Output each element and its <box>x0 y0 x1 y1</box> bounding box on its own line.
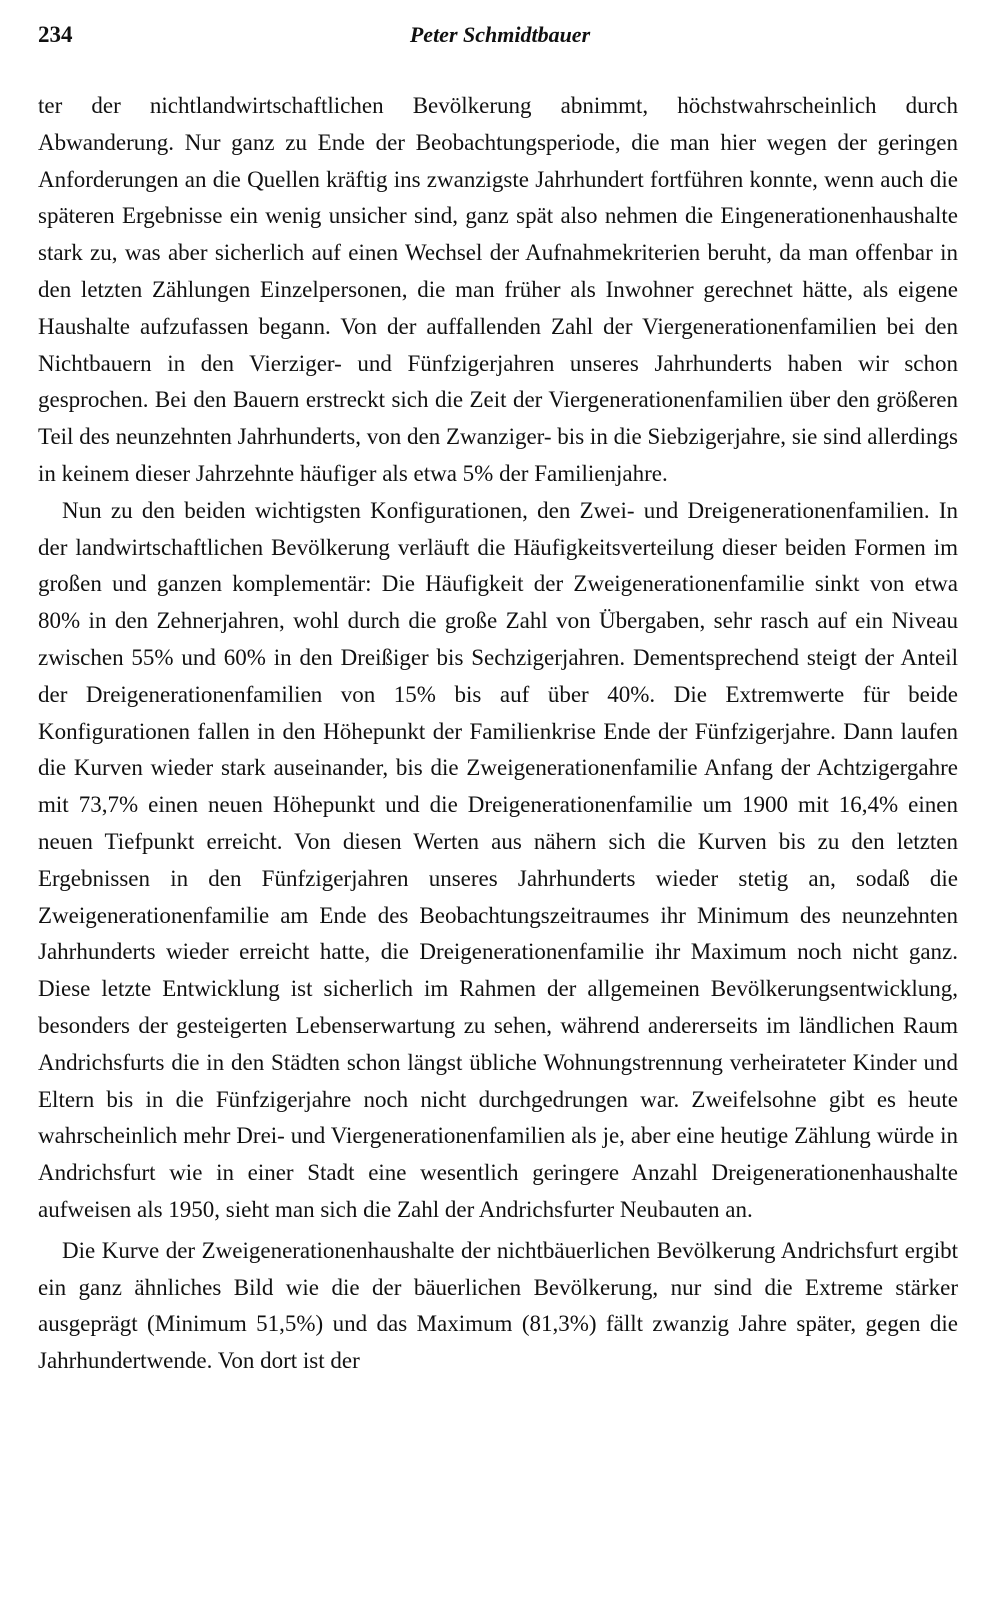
paragraph: Die Kurve der Zweigenerationenhaushalte der nichtbäuerlichen Bevölkerung Andrichsfurt ergibt ein ganz ähnliches Bild wie die der bäuerlichen Bevölkerung, nur sind die Extreme stärker ausgeprägt (Minimum 51,5%) und das Maximum (81,3%) fällt zwanzig Jahre später, gegen die Jahrhundertwende. Von dort ist der <box>38 1237 958 1374</box>
page-number: 234 <box>38 22 73 47</box>
body-text <box>38 88 958 1380</box>
paragraph: Nun zu den beiden wichtigsten Konfigurationen, den Zwei- und Dreigenerationenfamilien. In der landwirtschaftlichen Bevölkerung verläuft die Häufigkeitsverteilung dieser beiden Formen im großen und ganzen komplementär: Die Häufigkeit der Zweigenerationenfamilie sinkt von etwa 80% in den Zehnerjahren, wohl durch die große Zahl von Übergaben, sehr rasch auf ein Niveau zwischen 55% und 60% in den Dreißiger bis Sechzigerjahren. Dementsprechend steigt der Anteil der Dreigenerationenfamilien von 15% bis auf über 40%. Die Extremwerte für beide Konfigurationen fallen in den Höhepunkt der Familienkrise Ende der Fünfzigerjahre. Dann laufen die Kurven wieder stark auseinander, bis die Zweigenerationenfamilie Anfang der Achtzigergahre mit 73,7% einen neuen Höhepunkt und die Dreigenerationenfamilie um 1900 mit 16,4% einen neuen Tiefpunkt erreicht. Von diesen Werten aus nähern sich die Kurven bis zu den letzten Ergebnissen in den Fünfzigerjahren unseres Jahrhunderts wieder stetig an, sodaß die Zweigenerationenfamilie am Ende des Beobachtungszeitraumes ihr Minimum des neunzehnten Jahrhunderts wieder erreicht hatte, die Dreigenerationenfamilie ihr Maximum noch nicht ganz. Diese letzte Entwicklung ist sicherlich im Rahmen der allgemeinen Bevölkerungsentwicklung, besonders der gesteigerten Lebenserwartung zu sehen, während andererseits im ländlichen Raum Andrichsfurts die in den Städten schon längst übliche Wohnungstrennung verheirateter Kinder und Eltern bis in die Fünfzigerjahre noch nicht durchgedrungen war. Zweifelsohne gibt es heute wahrscheinlich mehr Drei- und Viergenerationenfamilien als je, aber eine heutige Zählung würde in Andrichsfurt wie in einer Stadt eine wesentlich geringere Anzahl Dreigenerationenhaushalte aufweisen als 1950, sieht man sich die Zahl der Andrichsfurter Neubauten an. <box>38 497 958 1222</box>
running-head-author: Peter Schmidtbauer <box>409 22 591 47</box>
page-header <box>38 22 962 56</box>
paragraph-continued: ter der nichtlandwirtschaftlichen Bevölkerung abnimmt, höchstwahrscheinlich durch Abwanderung. Nur ganz zu Ende der Beobachtungsperiode, die man hier wegen der geringen Anforderungen an die Quellen kräftig ins zwanzigste Jahrhundert fortführen konnte, wenn auch die späteren Ergebnisse ein wenig unsicher sind, ganz spät also nehmen die Eingenerationenhaushalte stark zu, was aber sicherlich auf einen Wechsel der Aufnahmekriterien beruht, da man offenbar in den letzten Zählungen Einzelpersonen, die man früher als Inwohner gerechnet hätte, als eigene Haushalte aufzufassen begann. Von der auffallenden Zahl der Viergenerationenfamilien bei den Nichtbauern in den Vierziger- und Fünfzigerjahren unseres Jahrhunderts haben wir schon gesprochen. Bei den Bauern erstreckt sich die Zeit der Viergenerationenfamilien über den größeren Teil des neunzehnten Jahrhunderts, von den Zwanziger- bis in die Siebzigerjahre, sie sind allerdings in keinem dieser Jahrzehnte häufiger als etwa 5% der Familienjahre. <box>38 93 958 486</box>
